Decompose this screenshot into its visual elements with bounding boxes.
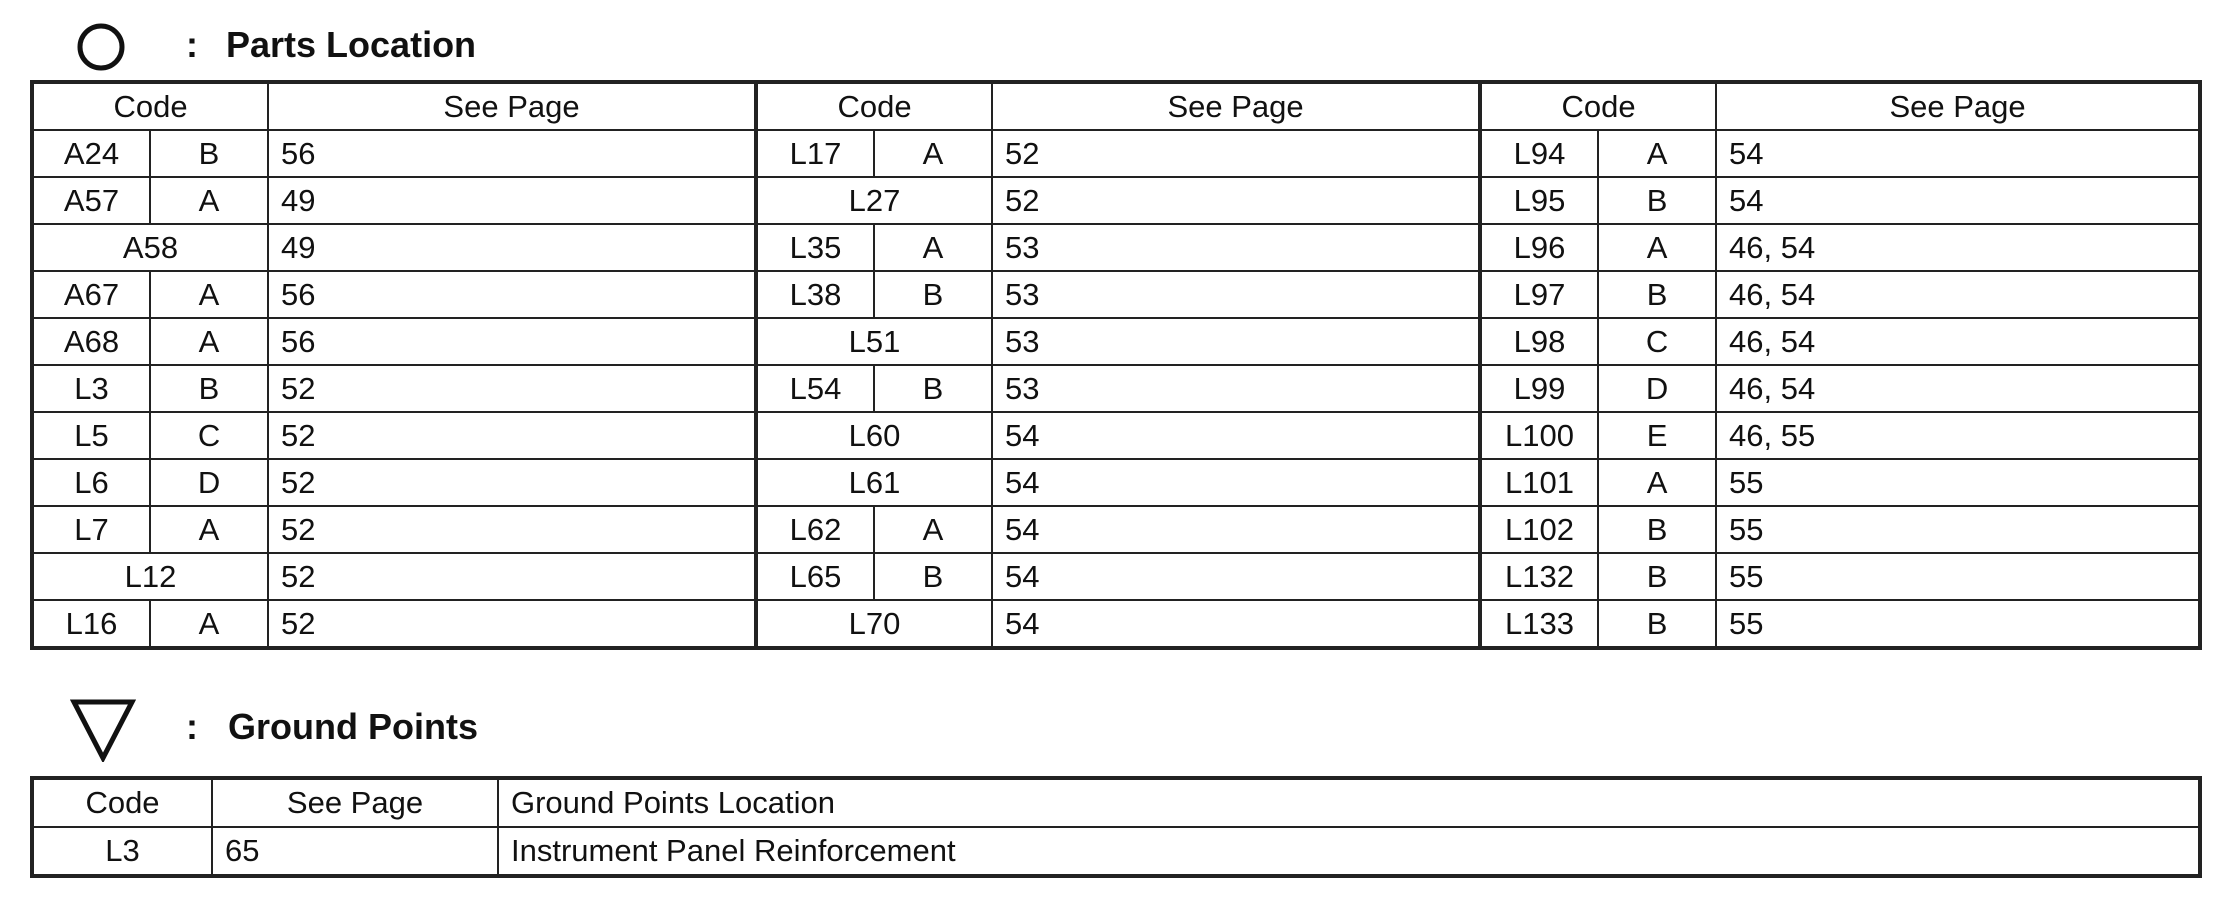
part-location-letter: B [1598,177,1716,224]
part-code: L6 [32,459,150,506]
part-code: L61 [756,459,992,506]
down-triangle-icon [70,696,136,767]
part-location-letter: B [1598,506,1716,553]
part-see-page: 54 [1716,177,2200,224]
part-see-page: 54 [992,412,1480,459]
part-see-page: 53 [992,365,1480,412]
part-see-page: 46, 55 [1716,412,2200,459]
table-row [32,365,2200,412]
part-see-page: 54 [992,459,1480,506]
part-code: L60 [756,412,992,459]
part-code: L132 [1480,553,1598,600]
part-location-letter: B [150,130,268,177]
part-see-page: 46, 54 [1716,318,2200,365]
part-code: L62 [756,506,874,553]
part-see-page: 55 [1716,459,2200,506]
parts-heading-title: Parts Location [226,24,477,65]
part-location-letter: D [150,459,268,506]
part-location-letter: A [150,506,268,553]
part-see-page: 49 [268,224,756,271]
table-row [32,827,2200,876]
part-see-page: 52 [268,600,756,648]
part-code: L98 [1480,318,1598,365]
part-see-page: 49 [268,177,756,224]
header-code: Code [32,82,268,130]
part-code: L5 [32,412,150,459]
part-code: L17 [756,130,874,177]
part-code: A67 [32,271,150,318]
table-row [32,600,2200,648]
part-code: L97 [1480,271,1598,318]
part-code: L102 [1480,506,1598,553]
part-code: L7 [32,506,150,553]
ground-points-table [30,776,2202,878]
part-see-page: 56 [268,130,756,177]
part-see-page: 54 [992,553,1480,600]
part-see-page: 54 [992,506,1480,553]
part-location-letter: A [1598,224,1716,271]
part-code: L95 [1480,177,1598,224]
part-see-page: 56 [268,318,756,365]
part-location-letter: B [874,271,992,318]
part-see-page: 46, 54 [1716,365,2200,412]
part-see-page: 52 [268,412,756,459]
part-code: L16 [32,600,150,648]
part-see-page: 46, 54 [1716,224,2200,271]
part-location-letter: A [874,506,992,553]
part-location-letter: A [150,600,268,648]
table-row [32,130,2200,177]
part-location-letter: A [1598,130,1716,177]
ground-heading-title: Ground Points [228,706,478,747]
ground-location: Instrument Panel Reinforcement [498,827,2200,876]
part-location-letter: A [150,271,268,318]
part-code: L3 [32,365,150,412]
part-location-letter: B [874,365,992,412]
part-see-page: 53 [992,271,1480,318]
table-row [32,177,2200,224]
part-code: L51 [756,318,992,365]
ground-code: L3 [32,827,212,876]
part-code: L54 [756,365,874,412]
header-code: Code [1480,82,1716,130]
part-location-letter: A [874,224,992,271]
part-location-letter: B [1598,553,1716,600]
part-code: A24 [32,130,150,177]
ground-heading-colon: : [186,706,198,747]
header-code: Code [756,82,992,130]
part-see-page: 55 [1716,600,2200,648]
part-see-page: 52 [268,506,756,553]
parts-table-header [32,82,2200,130]
table-row [32,459,2200,506]
part-code: L99 [1480,365,1598,412]
ground-header-location: Ground Points Location [498,778,2200,827]
part-code: L96 [1480,224,1598,271]
part-code: L27 [756,177,992,224]
part-see-page: 53 [992,318,1480,365]
table-row [32,318,2200,365]
ground-header-see-page: See Page [212,778,498,827]
header-see-page: See Page [992,82,1480,130]
part-location-letter: A [150,318,268,365]
table-row [32,224,2200,271]
parts-heading-colon: : [186,24,198,65]
circle-icon [76,22,126,77]
ground-points-heading [0,694,600,764]
part-code: L100 [1480,412,1598,459]
part-location-letter: B [1598,271,1716,318]
part-see-page: 46, 54 [1716,271,2200,318]
part-location-letter: C [150,412,268,459]
part-code: L65 [756,553,874,600]
table-row [32,506,2200,553]
part-code: L38 [756,271,874,318]
part-code: L94 [1480,130,1598,177]
part-code: A68 [32,318,150,365]
part-location-letter: D [1598,365,1716,412]
part-see-page: 52 [992,177,1480,224]
part-location-letter: A [874,130,992,177]
part-code: A58 [32,224,268,271]
part-see-page: 52 [992,130,1480,177]
part-see-page: 52 [268,365,756,412]
part-code: L133 [1480,600,1598,648]
part-code: L12 [32,553,268,600]
part-see-page: 54 [1716,130,2200,177]
part-code: L35 [756,224,874,271]
part-code: L70 [756,600,992,648]
part-location-letter: A [1598,459,1716,506]
ground-table-header [32,778,2200,827]
part-location-letter: E [1598,412,1716,459]
parts-location-table [30,80,2202,650]
table-row [32,412,2200,459]
parts-location-heading [0,18,600,74]
part-code: L101 [1480,459,1598,506]
table-row [32,271,2200,318]
part-location-letter: B [874,553,992,600]
part-see-page: 54 [992,600,1480,648]
part-location-letter: C [1598,318,1716,365]
header-see-page: See Page [268,82,756,130]
header-see-page: See Page [1716,82,2200,130]
part-see-page: 52 [268,459,756,506]
ground-header-code: Code [32,778,212,827]
part-see-page: 53 [992,224,1480,271]
part-code: A57 [32,177,150,224]
part-see-page: 52 [268,553,756,600]
part-see-page: 55 [1716,506,2200,553]
table-row [32,553,2200,600]
part-location-letter: A [150,177,268,224]
part-see-page: 56 [268,271,756,318]
ground-see-page: 65 [212,827,498,876]
part-location-letter: B [1598,600,1716,648]
part-see-page: 55 [1716,553,2200,600]
part-location-letter: B [150,365,268,412]
